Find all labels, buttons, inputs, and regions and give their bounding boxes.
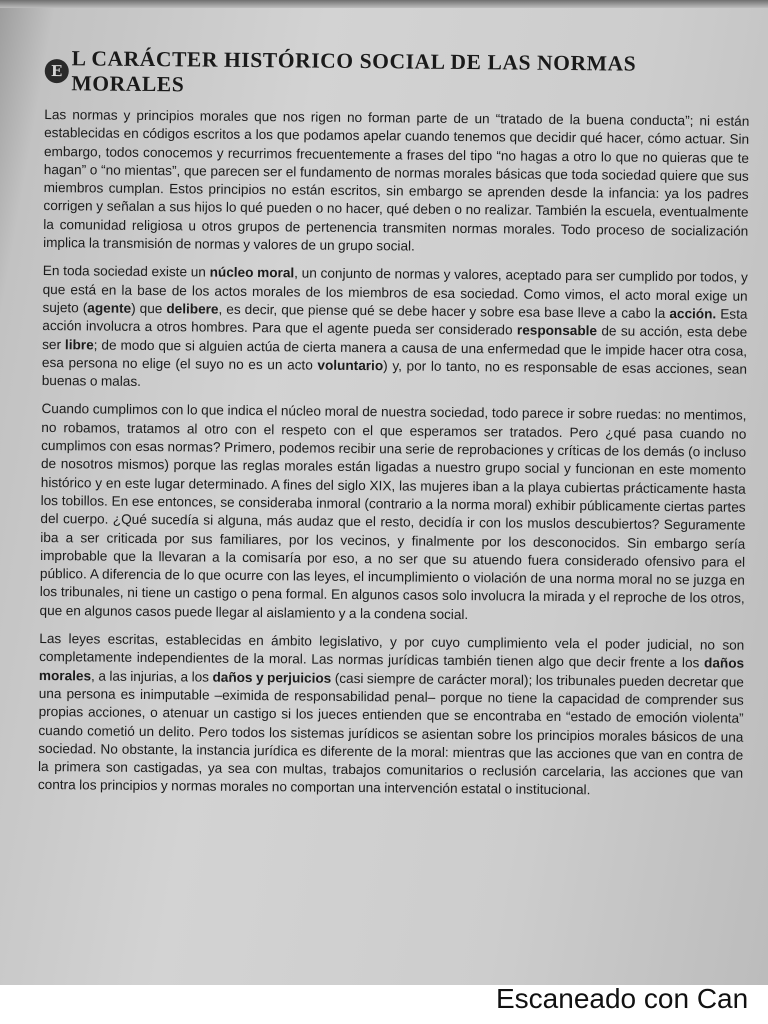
bold-term: agente — [87, 300, 132, 316]
text-run: ) y, por lo tanto, no es responsable de esas acciones, sean buenas o malas. — [41, 358, 748, 390]
section-heading — [45, 46, 750, 103]
bold-term: daños morales — [38, 655, 745, 684]
heading-title: L CARÁCTER HISTÓRICO SOCIAL DE LAS NORMAS MORALES — [71, 46, 637, 97]
bold-term: libre — [64, 336, 94, 353]
page-top-edge — [0, 0, 768, 8]
text-run: , un conjunto de normas y valores, aceptado para ser cumplido por todos, y que está en la base de los actos morales de los miembros de esa sociedad. Como vimos, el acto moral exige un sujeto ( — [42, 265, 748, 316]
text-run: Las leyes escritas, establecidas en ámbito legislativo, y por cuyo cumplimiento vela el poder judicial, no son completamente independientes de la moral. Las normas jurídicas también tienen algo que decir frente a los — [39, 630, 745, 671]
paragraph-4 — [38, 630, 745, 801]
text-run: Las normas y principios morales que nos rigen no forman parte de un “tratado de la buena conducta”; ni están establecidas en códigos escritos a los que podamos apelar cuando tenemos que decidir qué hacer, cómo actuar. Sin embargo, todos conocemos y recurrimos frecuentemente a frases del tipo “no hagas a otro lo que no quieras que te hagan” o “no mientas”, que parecen ser el fundamento de normas morales básicas que toda sociedad quiere que sus miembros cumplan. Estos principios no están escritos, sin embargo se aprenden desde la infancia: ya los padres corrigen y señalan a sus hijos lo qué pueden o no hacer, qué deben o no realizar. También la escuela, eventualmente la comunidad religiosa u otros grupos de pertenencia transmiten normas morales. Todo proceso de socialización implica la transmisión de normas y valores de un grupo social. — [43, 106, 750, 254]
paragraph-2 — [42, 262, 748, 397]
text-run: (casi siempre de carácter moral); los tribunales pueden decretar que una persona es inimputable –eximida de responsabilidad penal– porque no tiene la capacidad de comprender sus propias acciones, o atenuar un castigo si los jueces entienden que se encontraba en “estado de emoción violenta” cuando cometió un delito. Pero todos los sistemas jurídicos se asientan sobre los principios morales básicos de una sociedad. No obstante, la instancia jurídica es diferente de la moral: mientras que las acciones que van en contra de la primera son castigadas, ya sea con multas, trabajos comunitarios o reclusión carcelaria, las acciones que van contra los principios y normas morales no comportan una intervención estatal o institucional. — [37, 670, 744, 798]
paragraph-1 — [43, 106, 749, 259]
heading-initial-badge: E — [45, 59, 69, 83]
page-content — [38, 46, 750, 811]
text-run: de su acción, esta debe ser — [42, 323, 748, 352]
text-run: ; de modo que si alguien actúa de cierta manera a causa de una enfermedad que le impide hacer otra cosa, esa persona no elige (el suyo no es un acto — [41, 337, 748, 373]
paragraph-3 — [39, 400, 746, 626]
bold-term: núcleo moral — [209, 264, 295, 281]
scanner-watermark: Escaneado con Can — [496, 983, 749, 1014]
bold-term: voluntario — [317, 357, 384, 374]
text-run: ) que — [131, 300, 167, 317]
bold-term: acción. — [669, 305, 717, 322]
bold-term: responsable — [516, 322, 598, 339]
text-run: En toda sociedad existe un — [42, 263, 210, 280]
text-run: Esta acción involucra a otros hombres. Para que el agente pueda ser considerado — [42, 306, 748, 338]
text-run: , a las injurias, a los — [91, 668, 213, 685]
bold-term: delibere — [166, 301, 219, 317]
text-run: Cuando cumplimos con lo que indica el núcleo moral de nuestra sociedad, todo parece ir sobre ruedas: no mentimos, no robamos, tratamos al otro con el respeto con el que esperamos ser tratados. Pero ¿qué pasa cuando no cumplimos con esas normas? Primero, podemos recibir una serie de reprobaciones y críticas de los demás (o incluso de nosotros mismos) porque las reglas morales están ligadas a nuestro grupo social y funcionan en este momento histórico y en este lugar determinado. A fines del siglo XIX, las mujeres iban a la playa cubiertas prácticamente hasta los tobillos. En ese entonces, se consideraba inmoral (contrario a la norma moral) exhibir públicamente ciertas partes del cuerpo. ¿Qué sucedía si alguna, más audaz que el resto, decidía ir con los muslos descubiertos? Seguramente iba a ser criticada por sus familiares, por los vecinos, y finalmente por los desconocidos. Sin embargo sería improbable que la llevaran a la comisaría por eso, a no ser que su atuendo fuera considerado ofensivo para el público. A diferencia de lo que ocurre con las leyes, el incumplimiento o violación de una norma moral no se juzga en los tribunales, ni tiene un castigo o pena formal. En algunos casos solo involucra la mirada y el reproche de los otros, que en algunos casos puede llegar al aislamiento y a la condena social. — [39, 401, 747, 622]
body-text — [38, 106, 750, 801]
text-run: , es decir, que piense qué se debe hacer y sobre esa base lleve a cabo la — [218, 301, 670, 321]
bold-term: daños y perjuicios — [212, 669, 332, 686]
